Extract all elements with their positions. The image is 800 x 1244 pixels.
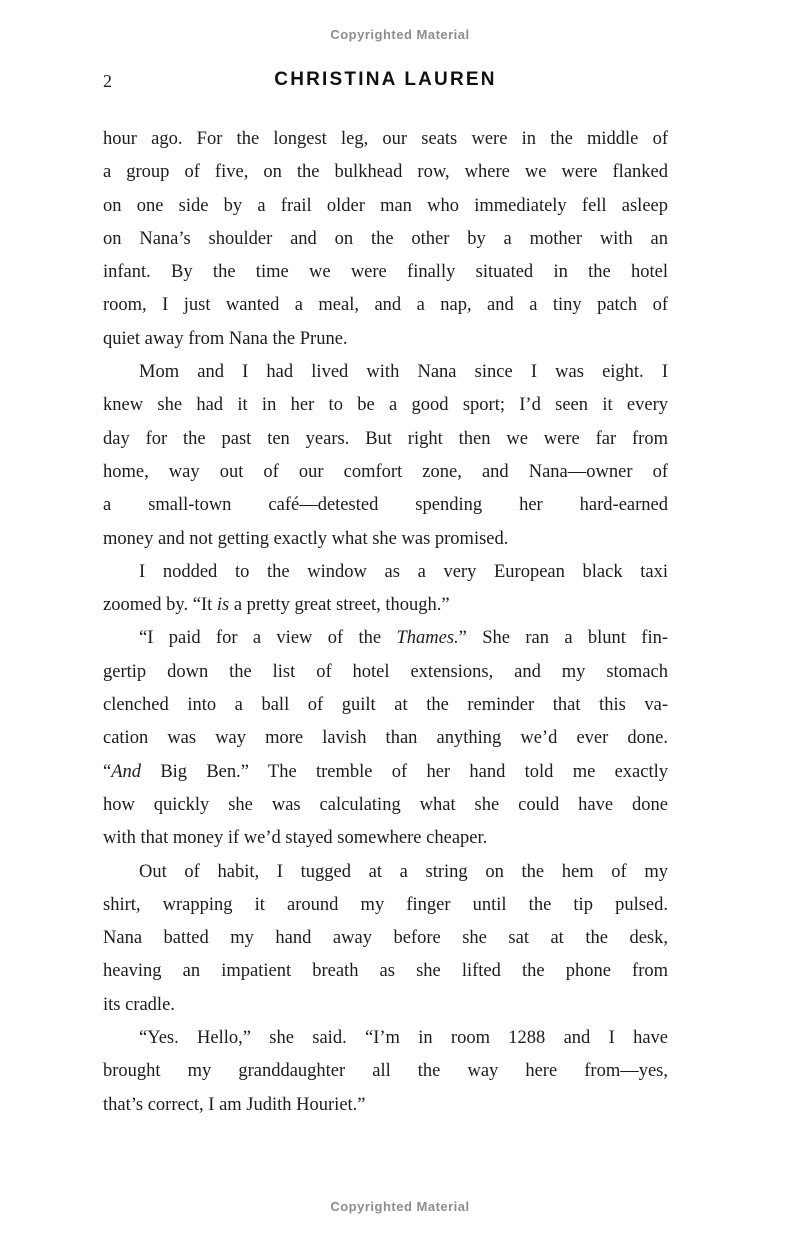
paragraph [103, 556, 668, 623]
body-text [103, 123, 668, 1122]
text-line: room, I just wanted a meal, and a nap, and a tiny patch of [103, 295, 668, 316]
copyright-notice-bottom: Copyrighted Material [330, 1199, 470, 1214]
text-line: infant. By the time we were finally situated in the hotel [103, 262, 668, 283]
text-line: Nana batted my hand away before she sat at the desk, [103, 928, 668, 949]
text-line: Mom and I had lived with Nana since I was eight. I [139, 362, 668, 383]
text-line: quiet away from Nana the Prune. [103, 328, 348, 349]
paragraph [103, 622, 668, 855]
text-line: a group of five, on the bulkhead row, where we were flanked [103, 162, 668, 183]
text-line: shirt, wrapping it around my finger until the tip pulsed. [103, 894, 668, 915]
text-line: brought my granddaughter all the way here from—yes, [103, 1061, 668, 1082]
text-line: heaving an impatient breath as she lifted the phone from [103, 961, 668, 982]
text-line: money and not getting exactly what she was promised. [103, 528, 509, 549]
paragraph [103, 123, 668, 356]
text-line: how quickly she was calculating what she could have done [103, 794, 668, 815]
text-line: “Yes. Hello,” she said. “I’m in room 1288 and I have [139, 1028, 668, 1049]
text-line: clenched into a ball of guilt at the reminder that this va- [103, 695, 668, 716]
text-line: Out of habit, I tugged at a string on the hem of my [139, 861, 668, 882]
text-line: on one side by a frail older man who immediately fell asleep [103, 195, 668, 216]
text-line: zoomed by. “It is a pretty great street, though.” [103, 595, 450, 616]
text-line: home, way out of our comfort zone, and Nana—owner of [103, 461, 668, 482]
paragraph [103, 1022, 668, 1122]
text-line: its cradle. [103, 994, 175, 1015]
text-line: knew she had it in her to be a good sport; I’d seen it every [103, 395, 668, 416]
text-line: I nodded to the window as a very European black taxi [139, 561, 668, 582]
text-line: hour ago. For the longest leg, our seats were in the middle of [103, 129, 668, 149]
text-line: “And Big Ben.” The tremble of her hand told me exactly [103, 761, 668, 782]
text-line: that’s correct, I am Judith Houriet.” [103, 1094, 366, 1115]
paragraph [103, 356, 668, 556]
text-line: cation was way more lavish than anything we’d ever done. [103, 728, 668, 749]
text-line: on Nana’s shoulder and on the other by a mother with an [103, 228, 668, 249]
paragraph [103, 856, 668, 1022]
text-line: gertip down the list of hotel extensions, and my stomach [103, 661, 668, 682]
page-number: 2 [103, 71, 112, 91]
text-line: a small-town café—detested spending her hard-earned [103, 495, 668, 516]
running-header-author: CHRISTINA LAUREN [274, 69, 497, 90]
copyright-notice-top: Copyrighted Material [330, 27, 470, 42]
text-line: with that money if we’d stayed somewhere cheaper. [103, 828, 488, 849]
text-line: day for the past ten years. But right then we were far from [103, 428, 668, 449]
text-line: “I paid for a view of the Thames.” She ran a blunt fin- [139, 628, 668, 649]
